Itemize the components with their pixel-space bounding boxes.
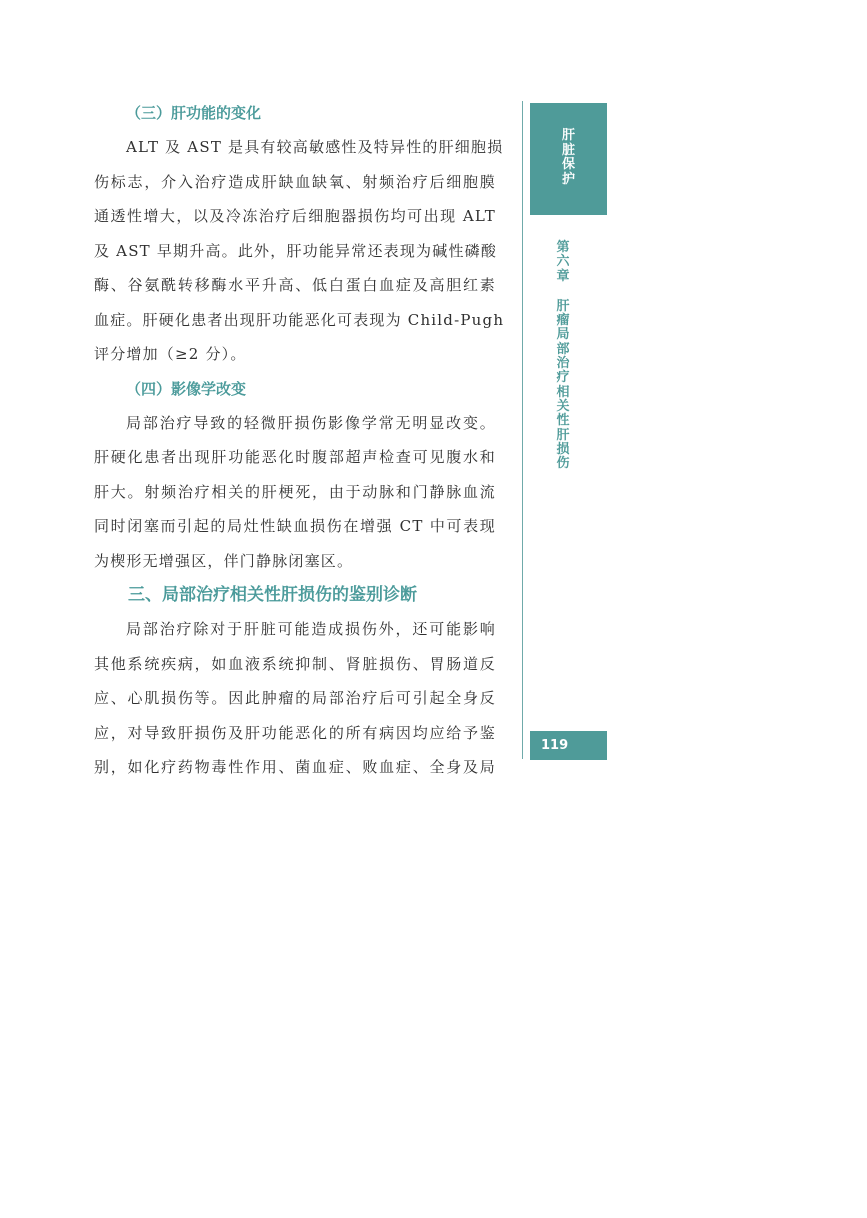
main-text-column: [94, 96, 505, 785]
text-line: 局部治疗导致的轻微肝损伤影像学常无明显改变。: [126, 413, 496, 432]
text-line: 其他系统疾病，如血液系统抑制、肾脏损伤、胃肠道反: [94, 654, 496, 673]
text-line: 肝大。射频治疗相关的肝梗死，由于动脉和门静脉血流: [94, 482, 496, 501]
paragraph-imaging: [94, 406, 496, 579]
page-number-box: [530, 731, 607, 760]
text-line: 局部治疗除对于肝脏可能造成损伤外，还可能影响: [126, 620, 496, 638]
text-line: 别，如化疗药物毒性作用、菌血症、败血症、全身及局: [94, 758, 496, 776]
paragraph-differential: [94, 612, 496, 785]
text-line: 评分增加（≥2 分）。: [94, 345, 247, 363]
text-line: 应、心肌损伤等。因此肿瘤的局部治疗后可引起全身反: [94, 689, 496, 707]
text-line: 应，对导致肝损伤及肝功能恶化的所有病因均应给予鉴: [94, 723, 496, 742]
book-title: 肝脏保护: [561, 128, 575, 187]
chapter-number: 第六章: [556, 240, 570, 284]
text-line: 及 AST 早期升高。此外，肝功能异常还表现为碱性磷酸: [94, 241, 498, 260]
chapter-gap: [555, 284, 571, 300]
vertical-divider: [522, 101, 523, 759]
text-line: 酶、谷氨酰转移酶水平升高、低白蛋白血症及高胆红素: [94, 276, 496, 294]
text-line: 为楔形无增强区，伴门静脉闭塞区。: [94, 551, 354, 570]
text-line: ALT 及 AST 是具有较高敏感性及特异性的肝细胞损: [126, 138, 504, 156]
chapter-heading: [555, 241, 571, 471]
text-line: 同时闭塞而引起的局灶性缺血损伤在增强 CT 中可表现: [94, 517, 496, 535]
page-number: 119: [541, 738, 569, 753]
section-heading-imaging: （四）影像学改变: [126, 379, 247, 398]
section-title-differential-diagnosis: 三、局部治疗相关性肝损伤的鉴别诊断: [128, 585, 417, 605]
chapter-title: 肝瘤局部治疗相关性肝损伤: [556, 298, 570, 472]
paragraph-liver-function: [94, 130, 505, 372]
book-title-tab: [530, 103, 607, 215]
text-line: 伤标志，介入治疗造成肝缺血缺氧、射频治疗后细胞膜: [94, 172, 496, 191]
text-line: 血症。肝硬化患者出现肝功能恶化可表现为 Child-Pugh: [94, 310, 505, 329]
text-line: 肝硬化患者出现肝功能恶化时腹部超声检查可见腹水和: [94, 448, 496, 466]
section-heading-liver-function: （三）肝功能的变化: [126, 104, 262, 122]
text-line: 通透性增大，以及冷冻治疗后细胞器损伤均可出现 ALT: [94, 207, 496, 225]
